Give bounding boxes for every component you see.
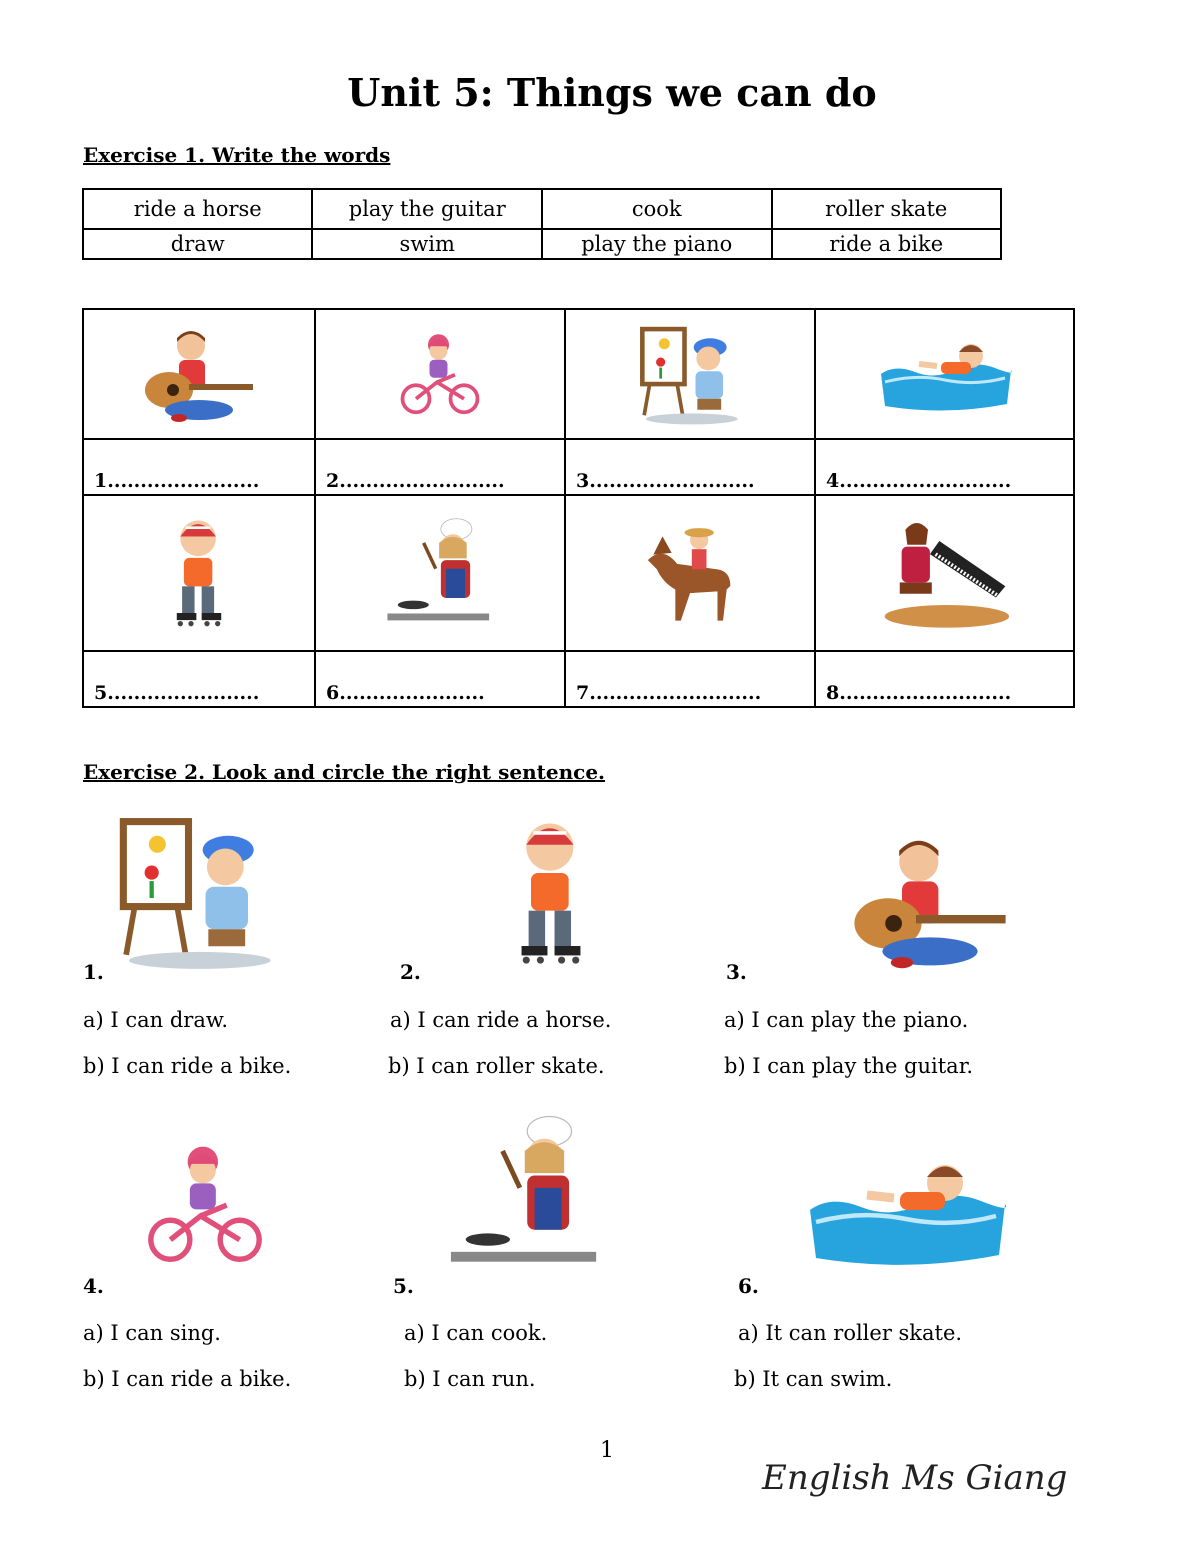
piano-girl-icon [879,514,1011,632]
question-number: 4. [83,1274,104,1298]
option-b[interactable]: b) It can swim. [734,1367,893,1391]
option-a[interactable]: a) I can cook. [404,1321,548,1345]
answer-blank[interactable]: 7.......................... [565,651,815,707]
bike-girl-icon [140,1128,270,1280]
option-b[interactable]: b) I can ride a bike. [83,1054,292,1078]
skater-boy-icon [159,512,239,634]
picture-cell [83,309,315,439]
swimmer-girl-icon [875,334,1015,414]
option-a[interactable]: a) I can sing. [83,1321,221,1345]
chef-girl-icon [446,1106,606,1282]
picture-cell [565,309,815,439]
option-b[interactable]: b) I can ride a bike. [83,1367,292,1391]
picture-cell [565,495,815,651]
word-bank-cell: play the guitar [312,189,542,229]
picture-table [82,308,1075,708]
painter-boy-icon [112,806,282,976]
word-bank-cell: ride a horse [83,189,312,229]
option-b[interactable]: b) I can play the guitar. [724,1054,974,1078]
word-bank-cell: roller skate [772,189,1002,229]
question-number: 1. [83,960,104,984]
picture-cell [315,495,565,651]
exercise2-heading: Exercise 2. Look and circle the right sentence. [83,760,606,784]
swimmer-girl-icon [792,1150,1020,1270]
answer-blank[interactable]: 5....................... [83,651,315,707]
answer-blank[interactable]: 1....................... [83,439,315,495]
picture-cell [83,495,315,651]
answer-blank[interactable]: 8.......................... [815,651,1074,707]
bike-girl-icon [395,320,485,428]
page-number: 1 [600,1438,614,1463]
horse-rider-icon [635,518,745,628]
answer-blank[interactable]: 4.......................... [815,439,1074,495]
page-title: Unit 5: Things we can do [347,70,877,115]
word-bank-cell: ride a bike [772,229,1002,259]
option-b[interactable]: b) I can run. [404,1367,536,1391]
option-a[interactable]: a) I can play the piano. [724,1008,969,1032]
word-bank-cell: draw [83,229,312,259]
picture-cell [815,309,1074,439]
option-a[interactable]: a) I can ride a horse. [390,1008,612,1032]
word-bank-cell: cook [542,189,771,229]
word-bank-cell: swim [312,229,542,259]
chef-girl-icon [384,512,496,634]
option-b[interactable]: b) I can roller skate. [388,1054,605,1078]
answer-blank[interactable]: 6...................... [315,651,565,707]
skater-boy-icon [498,812,604,974]
picture-cell [315,309,565,439]
answer-blank[interactable]: 2......................... [315,439,565,495]
question-number: 2. [400,960,421,984]
question-number: 3. [726,960,747,984]
option-a[interactable]: a) It can roller skate. [738,1321,963,1345]
painter-boy-icon [635,319,745,429]
guitar-boy-icon [139,324,259,424]
option-a[interactable]: a) I can draw. [83,1008,229,1032]
question-number: 6. [738,1274,759,1298]
question-number: 5. [393,1274,414,1298]
guitar-boy-icon [846,826,1014,976]
word-bank-cell: play the piano [542,229,771,259]
picture-cell [815,495,1074,651]
answer-blank[interactable]: 3......................... [565,439,815,495]
author-signature: English Ms Giang [762,1458,1068,1498]
word-bank-table [82,188,1002,260]
exercise1-heading: Exercise 1. Write the words [83,143,391,167]
